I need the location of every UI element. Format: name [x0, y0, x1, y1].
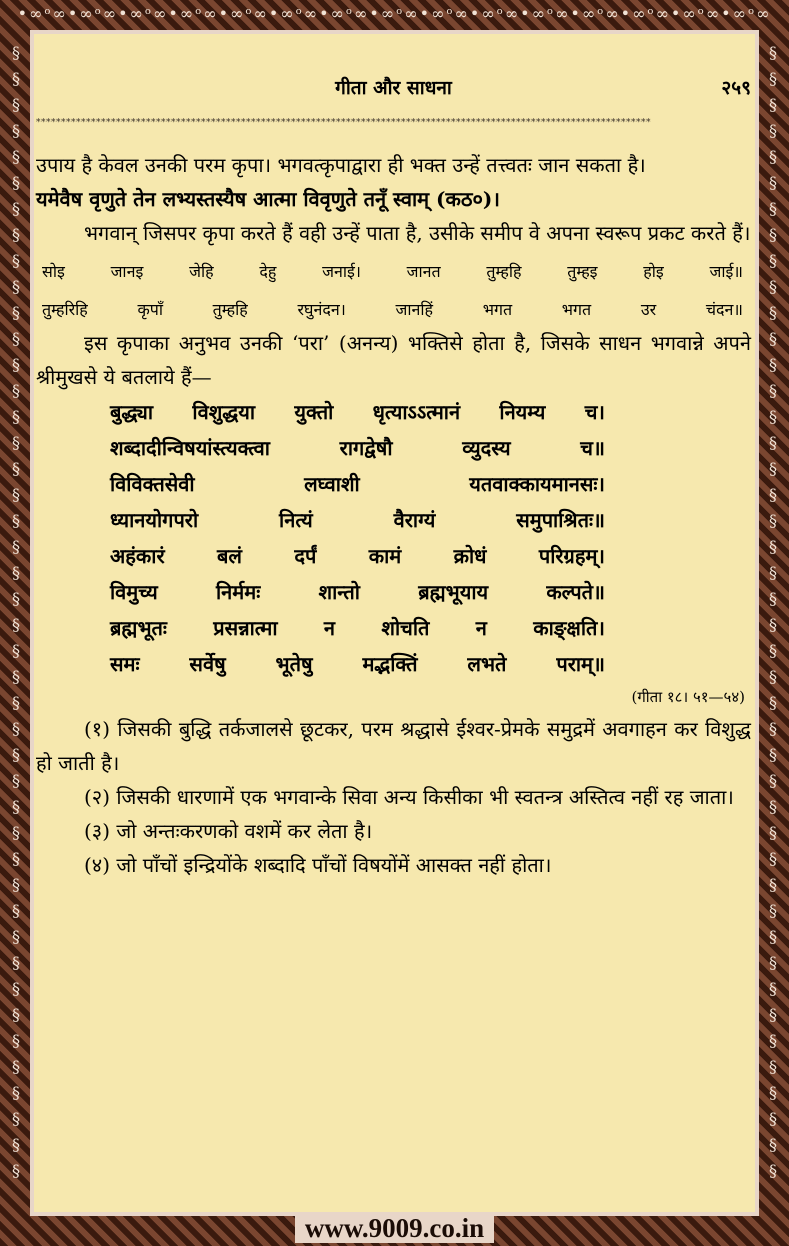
- numbered-item: (४) जो पाँचों इन्द्रियोंके शब्दादि पाँचों विषयोंमें आसक्त नहीं होता।: [84, 853, 552, 877]
- verse-line: ध्यानयोगपरो नित्यं वैराग्यं समुपाश्रितः॥: [110, 508, 605, 532]
- chaupai-line: तुम्हरिहि कृपाँ तुम्हहि रघुनंदन। जानहिं भगत भगत उर चंदन॥: [42, 300, 743, 319]
- page-number: २५९: [721, 77, 751, 99]
- paragraph: उपाय है केवल उनकी परम कृपा। भगवत्कृपाद्वारा ही भक्त उन्हें तत्त्वतः जान सकता है।: [36, 153, 646, 177]
- right-ornament: § § § § § § § § § § § § § § § § § § § § § § § § § § § § § § § § § § § § § § § § § § § §: [769, 43, 777, 1180]
- numbered-item: (३) जो अन्तःकरणको वशमें कर लेता है।: [84, 819, 373, 843]
- page-body: [36, 148, 751, 882]
- verse-line: ब्रह्मभूतः प्रसन्नात्मा न शोचति न काङ्क्षति।: [110, 616, 605, 640]
- footer-url: www.9009.co.in: [0, 1213, 789, 1244]
- left-ornament: § § § § § § § § § § § § § § § § § § § § § § § § § § § § § § § § § § § § § § § § § § § §: [12, 43, 20, 1180]
- verse-line: शब्दादीन्विषयांस्त्यक्त्वा रागद्वेषौ व्युदस्य च॥: [110, 436, 605, 460]
- verse-line: विविक्तसेवी लघ्वाशी यतवाक्कायमानसः।: [110, 472, 605, 496]
- top-ornament: •∞ᵒ∞•∞ᵒ∞•∞ᵒ∞•∞ᵒ∞•∞ᵒ∞•∞ᵒ∞•∞ᵒ∞•∞ᵒ∞•∞ᵒ∞•∞ᵒ∞•∞ᵒ∞•∞ᵒ∞•∞ᵒ∞•∞ᵒ∞•∞ᵒ∞: [17, 4, 772, 23]
- quote-line: यमेवैष वृणुते तेन लभ्यस्तस्यैष आत्मा विवृणुते तनूँ स्वाम् (कठ०)।: [36, 187, 500, 211]
- verse-line: अहंकारं बलं दर्पं कामं क्रोधं परिग्रहम्।: [110, 544, 605, 568]
- verse-line: विमुच्य निर्ममः शान्तो ब्रह्मभूयाय कल्पते॥: [110, 580, 605, 604]
- divider-stars: ***************************************************************************************************************************: [36, 118, 651, 128]
- citation: (गीता १८। ५१—५४): [631, 688, 745, 706]
- chaupai-line: सोइ जानइ जेहि देहु जनाई। जानत तुम्हहि तुम्हइ होइ जाई॥: [42, 262, 743, 281]
- page-title: गीता और साधना: [335, 77, 452, 99]
- paragraph: भगवान् जिसपर कृपा करते हैं वही उन्हें पाता है, उसीके समीप वे अपना स्वरूप प्रकट करते हैं।: [84, 221, 751, 245]
- paragraph: इस कृपाका अनुभव उनकी ‘परा’ (अनन्य) भक्तिसे होता है, जिसके साधन भगवान्ने अपने श्रीमुखसे ये बतलाये हैं—: [36, 331, 751, 389]
- numbered-item: (१) जिसकी बुद्धि तर्कजालसे छूटकर, परम श्रद्धासे ईश्वर-प्रेमके समुद्रमें अवगाहन कर विशुद्ध हो जाती है।: [36, 717, 751, 775]
- numbered-item: (२) जिसकी धारणामें एक भगवान्के सिवा अन्य किसीका भी स्वतन्त्र अस्तित्व नहीं रह जाता।: [84, 785, 734, 809]
- verse-line: बुद्ध्या विशुद्धया युक्तो धृत्याऽऽत्मानं नियम्य च।: [110, 400, 605, 424]
- page-header: [36, 74, 751, 104]
- verse-line: समः सर्वेषु भूतेषु मद्भक्तिं लभते पराम्॥: [110, 652, 605, 676]
